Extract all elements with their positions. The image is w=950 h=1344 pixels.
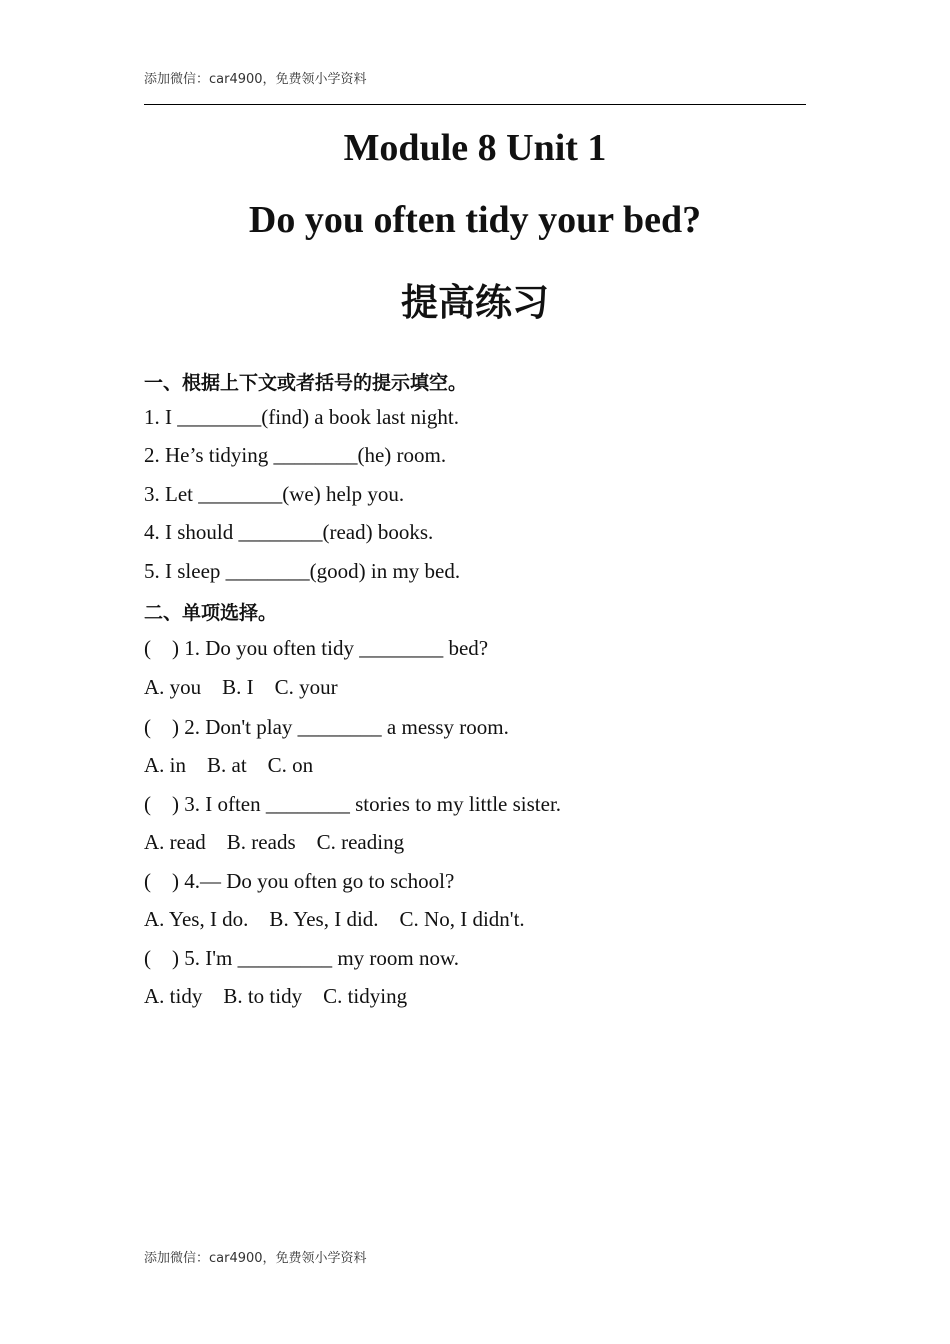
header-note: 添加微信：car4900，免费领小学资料 <box>144 72 367 87</box>
fill-item-1: 1. I ________(find) a book last night. <box>144 405 459 429</box>
choice-options-4: A. Yes, I do. B. Yes, I did. C. No, I didn't. <box>144 907 525 931</box>
section2-heading: 二、单项选择。 <box>144 602 278 624</box>
footer-note: 添加微信：car4900，免费领小学资料 <box>144 1251 367 1266</box>
fill-item-5: 5. I sleep ________(good) in my bed. <box>144 559 461 583</box>
choice-options-5: A. tidy B. to tidy C. tidying <box>144 984 408 1008</box>
fill-item-4: 4. I should ________(read) books. <box>144 520 434 544</box>
choice-question-1: ( ) 1. Do you often tidy ________ bed? <box>144 636 489 660</box>
header-rule <box>144 104 806 105</box>
choice-options-3: A. read B. reads C. reading <box>144 830 405 854</box>
lesson-title: Do you often tidy your bed? <box>248 199 702 241</box>
choice-question-4: ( ) 4.— Do you often go to school? <box>144 869 455 893</box>
fill-item-2: 2. He’s tidying ________(he) room. <box>144 443 447 467</box>
fill-item-3: 3. Let ________(we) help you. <box>144 482 405 506</box>
choice-options-1: A. you B. I C. your <box>144 675 338 699</box>
exercise-subtitle: 提高练习 <box>401 281 549 324</box>
choice-question-2: ( ) 2. Don't play ________ a messy room. <box>144 715 509 739</box>
choice-question-5: ( ) 5. I'm _________ my room now. <box>144 946 460 970</box>
section1-heading: 一、根据上下文或者括号的提示填空。 <box>144 372 468 394</box>
choice-options-2: A. in B. at C. on <box>144 753 314 777</box>
choice-question-3: ( ) 3. I often ________ stories to my little sister. <box>144 792 562 816</box>
module-title: Module 8 Unit 1 <box>343 127 607 169</box>
